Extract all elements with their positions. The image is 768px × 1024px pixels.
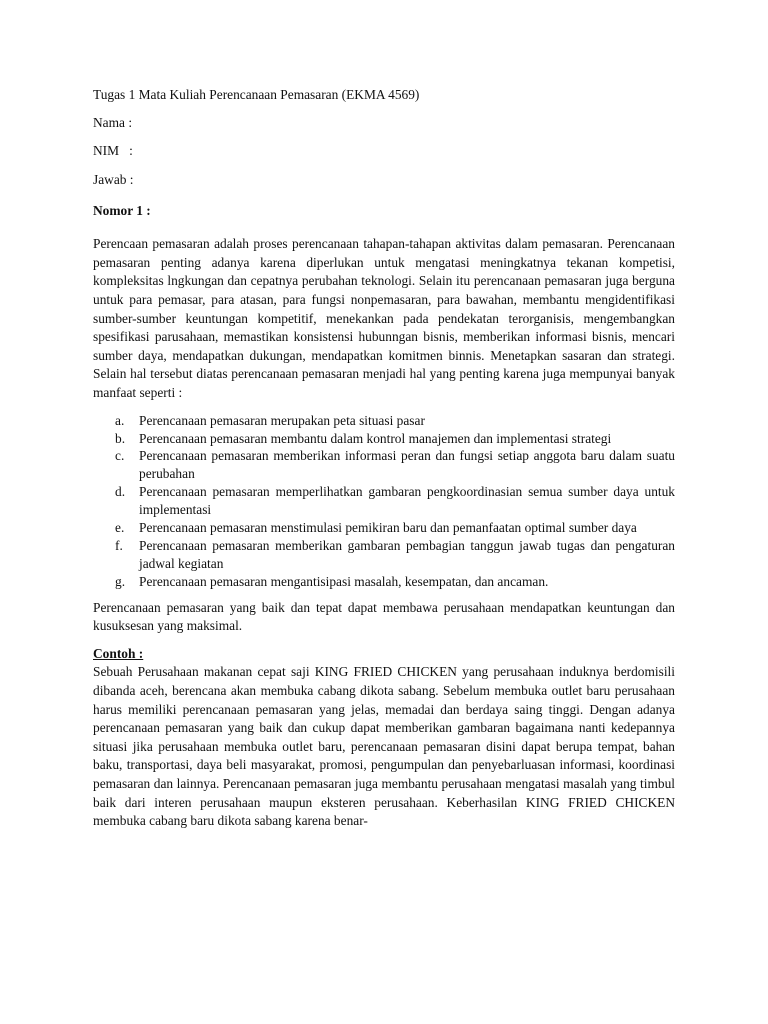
list-item — [93, 483, 675, 519]
closing-paragraph: Perencanaan pemasaran yang baik dan tepat dapat membawa perusahaan mendapatkan keuntungan dan kusuksesan yang maksimal. — [93, 599, 675, 634]
list-item-text: Perencanaan pemasaran mengantisipasi masalah, kesempatan, dan ancaman. — [139, 573, 549, 589]
intro-paragraph: Perencaan pemasaran adalah proses perencanaan tahapan-tahapan aktivitas dalam pemasaran. Perencanaan pemasaran penting adanya karena diperlukan untuk mengatasi meningkatnya tekanan kompetisi, kompleksitas lngkungan dan cepatnya perubahan teknologi. Selain itu perencanaan pemasaran juga berguna untuk para pemasar, para atasan, para fungsi nonpemasaran, para bawahan, membantu mengidentifikasi sumber-sumber keuntungan kompetitif, menekankan pada pendekatan terorganisis, mengembangkan spesifikasi parusahaan, memastikan konsistensi hubunngan bisnis, memberikan informasi bisnis, mencari sumber daya, mendapatkan dukungan, mendapatkan komitmen binnis. Menetapkan sasaran dan strategi. Selain hal tersebut diatas perencanaan pemasaran menjadi hal yang penting karena juga mempunyai banyak manfaat seperti : — [93, 236, 675, 400]
section-heading: Nomor 1 : — [93, 203, 151, 219]
document-page — [93, 86, 675, 831]
list-item-text: Perencanaan pemasaran membantu dalam kontrol manajemen dan implementasi strategi — [139, 430, 612, 446]
name-field-label: Nama : — [93, 115, 133, 131]
document-title: Tugas 1 Mata Kuliah Perencanaan Pemasaran (EKMA 4569) — [93, 87, 420, 102]
benefits-list — [93, 412, 675, 591]
list-marker: c. — [115, 448, 125, 464]
list-item — [93, 447, 675, 483]
list-item-text: Perencanaan pemasaran memberikan gambaran pembagian tanggun jawab tugas dan pengaturan jadwal kegiatan — [139, 537, 675, 571]
example-heading: Contoh : — [93, 645, 144, 661]
list-item — [93, 537, 675, 573]
list-item — [93, 573, 675, 591]
list-item — [93, 430, 675, 448]
list-item — [93, 412, 675, 430]
list-item-text: Perencanaan pemasaran memperlihatkan gambaran pengkoordinasian semua sumber daya untuk implementasi — [139, 484, 675, 518]
list-item-text: Perencanaan pemasaran menstimulasi pemikiran baru dan pemanfaatan optimal sumber daya — [139, 520, 637, 536]
list-marker: d. — [115, 484, 126, 500]
list-item-text: Perencanaan pemasaran memberikan informasi peran dan fungsi setiap anggota baru dalam suatu perubahan — [139, 448, 675, 482]
list-item-text: Perencanaan pemasaran merupakan peta situasi pasar — [139, 412, 425, 428]
list-item — [93, 519, 675, 537]
list-marker: f. — [115, 537, 123, 553]
list-marker: g. — [115, 573, 126, 589]
example-paragraph: Sebuah Perusahaan makanan cepat saji KING FRIED CHICKEN yang perusahaan induknya berdomisili dibanda aceh, berencana akan membuka cabang dikota sabang. Sebelum membuka outlet baru perusahaan harus memiliki perencanaan pemasaran yang jelas, memadai dan berdaya saing tinggi. Dengan adanya perencanaan pemasaran yang baik dan cukup dapat memberikan gambaran bagaimana nanti kedepannya situasi jika perusahaan membuka outlet baru, perencanaan pemasaran disini dapat berupa tempat, bahan baku, transportasi, daya beli masyarakat, promosi, pengumpulan dan penyebarluasan informasi, koordinasi pemasaran dan lainnya. Perencanaan pemasaran juga membantu perusahaan mengatasi masalah yang timbul baik dari interen perusahaan maupun eksteren perusahaan. Keberhasilan KING FRIED CHICKEN membuka cabang baru dikota sabang karena benar- — [93, 664, 675, 829]
list-marker: a. — [115, 412, 125, 428]
list-marker: e. — [115, 520, 125, 536]
list-marker: b. — [115, 430, 126, 446]
answer-field-label: Jawab : — [93, 171, 134, 187]
nim-field-label: NIM : — [93, 143, 133, 159]
